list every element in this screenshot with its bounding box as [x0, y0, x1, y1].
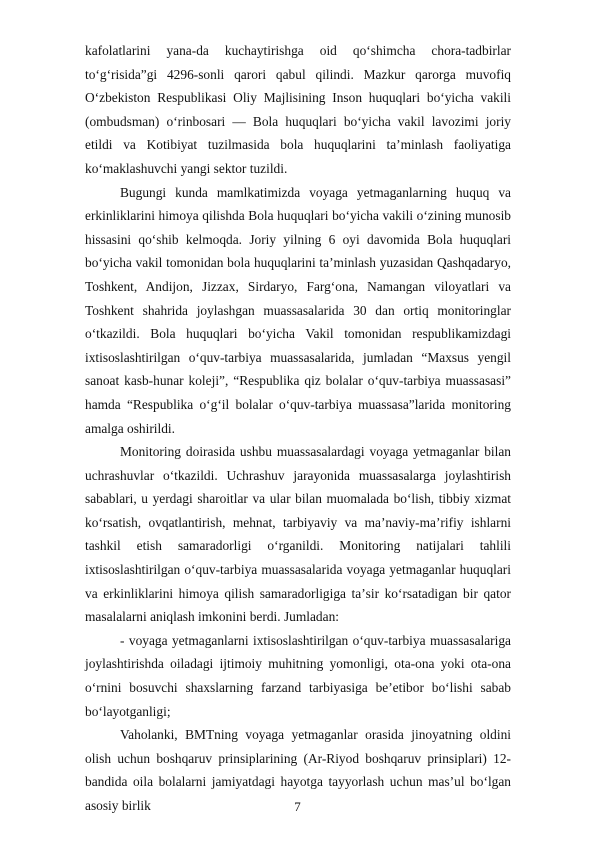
paragraph-ombudsman-contribution: Bugungi kunda mamlkatimizda voyaga yetmaganlarning huquq va erkinliklarini himoya qilishda Bola huquqlari bo‘yicha vakili o‘zining munosib hissasini qo‘shib kelmoqda. Joriy yilning 6 oyi davomida Bola huquqlari bo‘yicha vakil tomonidan bola huquqlarini taʼminlash yuzasidan Qashqadaryo, Toshkent, Andijon, Jizzax, Sirdaryo, Farg‘ona, Namangan viloyatlari va Toshkent shahrida joylashgan muassasalarida 30 dan ortiq monitoringlar o‘tkazildi. Bola huquqlari bo‘yicha Vakil tomonidan respublikamizdagi ixtisoslashtirilgan o‘quv-tarbiya muassasalarida, jumladan “Maxsus yengil sanoat kasb-hunar koleji”, “Respublika qiz bolalar o‘quv-tarbiya muassasasi” hamda “Respublika o‘g‘il bolalar o‘quv-tarbiya muassasa”larida monitoring amalga oshirildi. — [85, 184, 511, 436]
paragraph-list-item: - voyaga yetmaganlarni ixtisoslashtirilgan o‘quv-tarbiya muassasalariga joylashtirishda oiladagi ijtimoiy muhitning yomonligi, ota-ona yoki ota-ona o‘rnini bosuvchi shaxslarning farzand tarbiyasiga beʼetibor bo‘lishi sabab bo‘layotganligi; — [85, 632, 511, 719]
page-number: 7 — [294, 799, 301, 814]
paragraph-continuation: kafolatlarini yana-da kuchaytirishga oid qo‘shimcha chora-tadbirlar to‘g‘risida”gi 4296-sonli qarori qabul qilindi. Mazkur qarorga muvofiq O‘zbekiston Respublikasi Oliy Majlisining Inson huquqlari bo‘yicha vakili (ombudsman) o‘rinbosari — Bola huquqlari bo‘yicha vakil lavozimi joriy etildi va Kotibiyat tuzilmasida bola huquqlarini taʼminlash faoliyatiga ko‘maklashuvchi yangi sektor tuzildi. — [85, 43, 511, 176]
paragraph-monitoring-results: Monitoring doirasida ushbu muassasalardagi voyaga yetmaganlar bilan uchrashuvlar o‘tkazildi. Uchrashuv jarayonida muassasalarga joylashtirish sabablari, u yerdagi sharoitlar va ular bilan muomalada bo‘lish, tibbiy xizmat ko‘rsatish, ovqatlantirish, mehnat, tarbiyaviy va maʼnaviy-maʼrifiy ishlarni tashkil etish samaradorligi o‘rganildi. Monitoring natijalari tahlili ixtisoslashtirilgan o‘quv-tarbiya muassasalarida voyaga yetmaganlar huquqlari va erkinliklarini himoya qilish samaradorligiga taʼsir ko‘rsatadigan bir qator masalalarni aniqlash imkonini berdi. Jumladan: — [85, 444, 511, 625]
document-page — [85, 39, 511, 818]
paragraph-un-principles: Vaholanki, BMTning voyaga yetmaganlar orasida jinoyatning oldini olish uchun boshqaruv prinsiplarining (Ar-Riyod boshqaruv prinsiplari) 12-bandida oila bolalarni jamiyatdagi hayotga tayyorlash uchun mas’ul bo‘lgan asosiy birlik — [85, 727, 511, 813]
